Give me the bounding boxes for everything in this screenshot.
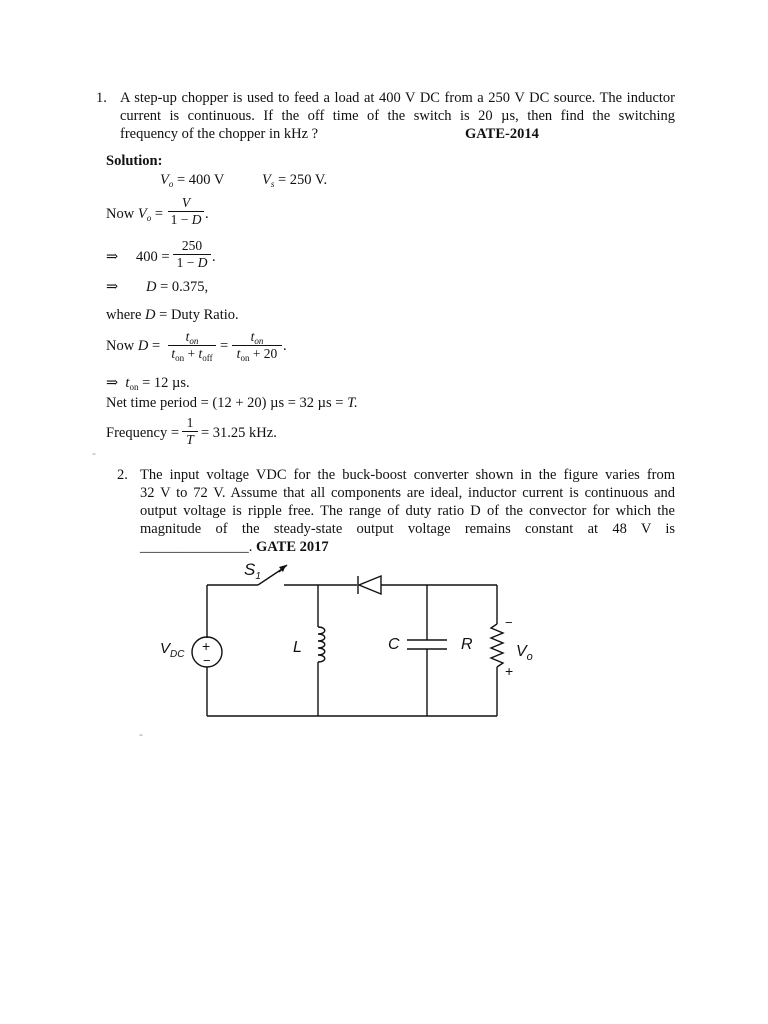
output-label: $V_o$	[516, 643, 533, 663]
eq5: ⇒ $t_{on} = 12$ µs.	[106, 375, 190, 392]
where-line: where D = Duty Ratio.	[106, 307, 239, 323]
vo-equation: $V_o = 400$ V	[160, 172, 225, 189]
freq-lhs: Frequency =	[106, 425, 180, 441]
eq2-period: .	[212, 249, 216, 265]
stray-mark-2: -	[139, 727, 143, 741]
q1-number: 1.	[96, 90, 107, 106]
resistor-label: R	[461, 636, 473, 653]
q1-line-3: frequency of the chopper in kHz ?	[120, 126, 319, 142]
eq2-denominator: 1 − D	[176, 255, 208, 270]
inductor-label: L	[293, 639, 302, 656]
vs-equation: $V_s = 250$ V.	[262, 172, 328, 189]
arrow-2: ⇒	[106, 279, 119, 295]
q2-line-3: output voltage is ripple free. The range of duty ratio D of the convector for which the	[140, 503, 675, 519]
q1-source: GATE-2014	[465, 126, 539, 142]
eq2-numerator: 250	[173, 238, 211, 255]
freq-fraction: $\frac{1}{T}$	[182, 415, 198, 448]
output-plus: +	[505, 663, 514, 679]
switch-label: $S_1$	[244, 560, 261, 582]
eq4-lhs: Now D =	[106, 338, 161, 354]
eq4-fraction-2: $t_{on}$ $t_{on} + 20$	[232, 329, 282, 362]
q2-line-1: The input voltage VDC for the buck-boost converter shown in the figure varies from	[140, 467, 675, 483]
stray-mark-1: -	[92, 446, 96, 460]
period-line: Net time period = (12 + 20) µs = 32 µs = T.	[106, 395, 358, 411]
eq4-period: .	[283, 338, 287, 354]
eq3: D = 0.375,	[146, 279, 209, 295]
eq1-numerator: V	[168, 195, 204, 212]
eq1-denominator: 1 − D	[170, 212, 202, 227]
eq4-equals: =	[220, 338, 229, 354]
q2-source: GATE 2017	[256, 539, 329, 555]
source-label: $V_{DC}$	[160, 640, 185, 660]
arrow-1: ⇒	[106, 249, 119, 265]
capacitor-label: C	[388, 636, 400, 653]
inductor-coil	[318, 627, 325, 662]
output-minus: −	[505, 615, 513, 630]
diode	[359, 576, 381, 594]
resistor-zigzag	[491, 624, 503, 667]
q2-number: 2.	[117, 467, 128, 483]
eq1-lhs: Now $V_o$ =	[106, 206, 163, 223]
solution-heading: Solution:	[106, 153, 163, 169]
freq-rhs: = 31.25 kHz.	[201, 425, 277, 441]
q2-line-4: magnitude of the steady-state output voltage remains constant at 48 V is	[140, 521, 675, 537]
q1-line-1: A step-up chopper is used to feed a load at 400 V DC from a 250 V DC source. The inductor	[120, 90, 675, 106]
switch-blade	[258, 569, 282, 585]
source-minus: −	[203, 653, 211, 668]
q2-blank: _______________.	[140, 539, 253, 555]
source-plus: +	[202, 638, 211, 654]
q2-line-2: 32 V to 72 V. Assume that all components are ideal, inductor current is continuous and	[140, 485, 675, 501]
q1-line-2: current is continuous. If the off time of the switch is 20 µs, then find the switching	[120, 108, 675, 124]
eq1-period: .	[205, 206, 209, 222]
eq2-lhs: 400 =	[136, 249, 170, 265]
eq4-fraction-1: $t_{on}$ $t_{on} + t_{off}$	[168, 329, 216, 362]
